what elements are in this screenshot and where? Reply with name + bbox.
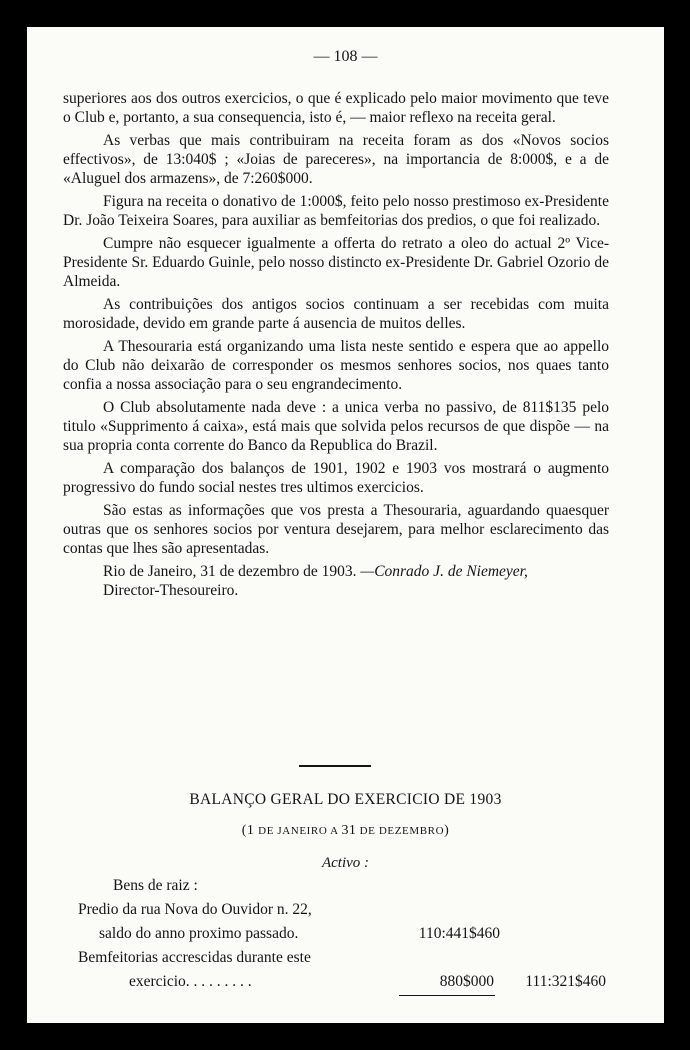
- subtitle-de-dezembro: DE DEZEMBRO: [356, 825, 445, 837]
- ledger-line: saldo do anno proximo passado.: [99, 925, 299, 942]
- ledger-amount: 110:441$460: [418, 925, 500, 942]
- subtitle-close: ): [444, 823, 450, 838]
- ledger-total: 111:321$460: [525, 973, 606, 990]
- ledger-line: Bemfeitorias accrescidas durante este: [78, 949, 311, 966]
- paragraph: superiores aos dos outros exercicios, o que é explicado pelo maior movimento que teve o Club e, portanto, a sua consequencia, isto é, — maior reflexo na receita geral.: [63, 90, 609, 126]
- paragraph: São estas as informações que vos presta a Thesouraria, aguardando quaesquer outras que os senhores socios por ventura desejarem, para melhor esclarecimento das contas que lhes são apresentadas.: [63, 502, 609, 557]
- section-divider: [299, 765, 371, 767]
- subtitle-open: (1: [241, 823, 259, 838]
- ledger-line: Predio da rua Nova do Ouvidor n. 22,: [78, 901, 312, 918]
- paragraph: As contribuições dos antigos socios continuam a ser recebidas com muita morosidade, devido em grande parte á ausencia de muitos delles.: [63, 296, 609, 332]
- paragraph: A comparação dos balanços de 1901, 1902 e 1903 vos mostrará o augmento progressivo do fundo social nestes tres ultimos exercicios.: [63, 460, 609, 496]
- signature-place-date: Rio de Janeiro, 31 de dezembro de 1903.: [103, 563, 357, 580]
- activo-heading: Activo :: [321, 855, 370, 871]
- paragraph: As verbas que mais contribuiram na receita foram as dos «Novos socios effectivos», de 13:040$ ; «Joias de pareceres», na importancia de 8:000$, e a de «Aluguel dos armazens», de 7:260$000.: [63, 132, 609, 187]
- paragraph: Figura na receita o donativo de 1:000$, feito pelo nosso prestimoso ex-Presidente Dr. João Teixeira Soares, para auxiliar as bemfeitorias dos predios, o que foi realizado.: [63, 193, 609, 229]
- signature-role: Director-Thesoureiro.: [103, 582, 239, 599]
- ledger-line: Bens de raiz :: [113, 877, 198, 894]
- paragraph: O Club absolutamente nada deve : a unica verba no passivo, de 811$135 pelo titulo «Supprimento á caixa», está mais que solvida pelos recursos de que dispõe — na sua propria conta corrente do Banco da Republica do Brazil.: [63, 399, 609, 454]
- subtitle-day: 31: [341, 823, 357, 838]
- paragraph: Cumpre não esquecer igualmente a offerta do retrato a oleo do actual 2º Vice-Presidente Sr. Eduardo Guinle, pelo nosso distincto ex-Presidente Dr. Gabriel Ozorio de Almeida.: [63, 235, 609, 290]
- ledger-line: exercicio. . . . . . . . .: [129, 973, 252, 990]
- paragraph: A Thesouraria está organizando uma lista neste sentido e espera que ao appello do Club não deixarão de corresponder os mesmos senhores socios, nos quaes tanto confia a nossa associação para o seu engrandecimento.: [63, 338, 609, 393]
- ledger-amount: 880$000: [439, 973, 494, 990]
- subtitle-de-janeiro: DE JANEIRO A: [258, 825, 342, 837]
- signature: [63, 562, 609, 600]
- body-text: [63, 89, 609, 604]
- document-page: [27, 27, 664, 1023]
- signature-name: —Conrado J. de Niemeyer,: [360, 563, 528, 580]
- balance-subtitle: [27, 823, 664, 839]
- page-number: — 108 —: [313, 48, 378, 65]
- sum-rule: [399, 995, 495, 996]
- balance-title: BALANÇO GERAL DO EXERCICIO DE 1903: [189, 791, 502, 808]
